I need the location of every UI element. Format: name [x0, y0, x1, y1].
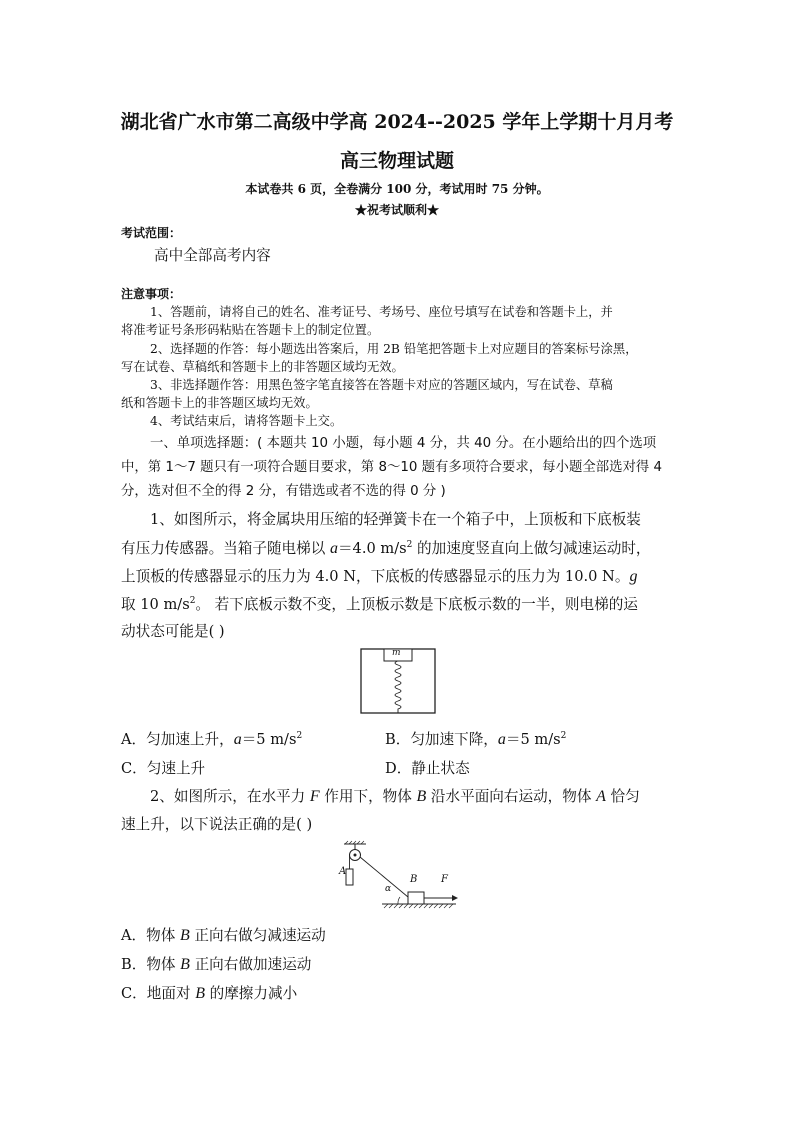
q1-line-2: 有压力传感器。当箱子随电梯以 a＝4.0 $m/s^2$ 的加速度竖直向上做匀减速运动时，: [121, 540, 651, 557]
section-line-2: 中，第 1～7 题只有一项符合题目要求，第 8～10 题有多项符合要求，每小题全部选对得 4: [121, 460, 663, 475]
q1-option-c: C．匀速上升: [121, 760, 206, 777]
note-line-4: 写在试卷、草稿纸和答题卡上的非答题区域均无效。: [121, 360, 404, 374]
q1-option-d: D．静止状态: [385, 760, 470, 777]
q2-figure-label-alpha: α: [385, 884, 392, 894]
section-line-1: 一、单项选择题：( 本题共 10 小题，每小题 4 分，共 40 分。在小题给出的四个选项: [150, 436, 657, 451]
scope-content: 高中全部高考内容: [154, 247, 271, 264]
q2-option-b: B．物体 B 正向右做加速运动: [121, 956, 312, 973]
scope-label: 考试范围：: [121, 226, 182, 240]
q1-line-3: 上顶板的传感器显示的压力为 4.0 N，下底板的传感器显示的压力为 10.0 N。g: [121, 568, 638, 585]
q1-figure-mass-label: m: [392, 648, 401, 658]
note-line-2: 将准考证号条形码粘贴在答题卡上的制定位置。: [121, 323, 380, 337]
note-line-6: 纸和答题卡上的非答题区域均无效。: [121, 396, 318, 410]
q2-option-c: C．地面对 B 的摩擦力减小: [121, 985, 298, 1002]
exam-wish: ★祝考试顺利★: [354, 203, 439, 217]
q2-line-1: 2、如图所示，在水平力 F 作用下，物体 B 沿水平面向右运动，物体 A 恰匀: [150, 788, 640, 805]
q2-figure-label-f: F: [441, 874, 448, 885]
q1-line-1: 1、如图所示，将金属块用压缩的轻弹簧卡在一个箱子中，上顶板和下底板装: [150, 511, 641, 528]
q2-figure-label-a: A: [339, 866, 347, 877]
q2-option-a: A．物体 B 正向右做匀减速运动: [121, 927, 326, 944]
exam-title: 湖北省广水市第二高级中学高 2024--2025 学年上学期十月月考: [120, 111, 674, 133]
note-line-7: 4、考试结束后，请将答题卡上交。: [150, 414, 343, 428]
exam-info: 本试卷共 6 页，全卷满分 100 分，考试用时 75 分钟。: [245, 182, 549, 196]
q1-line-4: 取 10 $m/s^2$。 若下底板示数不变，上顶板示数是下底板示数的一半，则电梯的运: [121, 596, 638, 613]
q1-line-5: 动状态可能是( ): [121, 623, 225, 640]
exam-subtitle: 高三物理试题: [339, 150, 454, 172]
note-line-3: 2、选择题的作答：每小题选出答案后，用 2B 铅笔把答题卡上对应题目的答案标号涂黑，: [150, 342, 638, 356]
q1-option-a: A．匀加速上升，a＝5 $m/s^2$: [121, 731, 303, 748]
section-line-3: 分，选对但不全的得 2 分，有错选或者不选的得 0 分 ): [121, 484, 446, 499]
note-line-5: 3、非选择题作答：用黑色签字笔直接答在答题卡对应的答题区域内，写在试卷、草稿: [150, 378, 613, 392]
q2-figure-label-b: B: [410, 874, 418, 885]
q2-line-2: 速上升，以下说法正确的是( ): [121, 816, 313, 833]
note-line-1: 1、答题前，请将自己的姓名、准考证号、考场号、座位号填写在试卷和答题卡上，并: [150, 305, 613, 319]
q1-option-b: B．匀加速下降，a＝5 $m/s^2$: [385, 731, 567, 748]
notes-label: 注意事项：: [121, 287, 182, 301]
